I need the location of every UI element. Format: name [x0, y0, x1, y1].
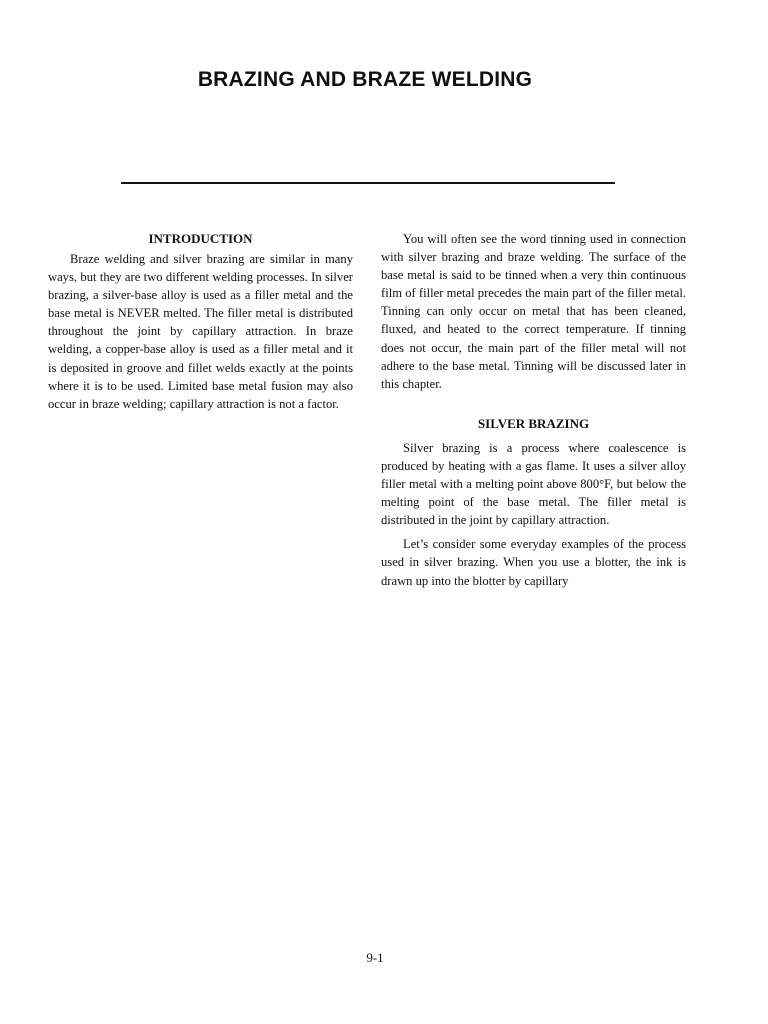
- page-number: 9-1: [366, 950, 384, 965]
- right-column: [381, 230, 686, 590]
- introduction-paragraph: Braze welding and silver brazing are similar in many ways, but they are two different welding processes. In silver brazing, a silver-base alloy is used as a filler metal and the base metal is NEVER melted. The filler metal is distributed throughout the joint by capillary attraction. In braze welding, a copper-base alloy is used as a filler metal and it is deposited in groove and fillet welds exactly at the points where it is to be used. Limited base metal fusion may also occur in braze welding; capillary attraction is not a factor.: [48, 252, 353, 411]
- silver-brazing-paragraph-1: Silver brazing is a process where coalescence is produced by heating with a gas flame. It uses a silver alloy filler metal with a melting point above 800°F, but below the melting point of the base metal. The filler metal is distributed in the joint by capillary attraction.: [381, 440, 686, 528]
- tinning-paragraph: You will often see the word tinning used in connection with silver brazing and braze welding. The surface of the base metal is said to be tinned when a very thin continuous film of filler metal precedes the main part of the filler metal. Tinning can only occur on metal that has been cleaned, fluxed, and heated to the correct temperature. If tinning does not occur, the main part of the filler metal will not adhere to the base metal. Tinning will be discussed later in this chapter.: [381, 232, 686, 391]
- silver-brazing-paragraph-2: Let’s consider some everyday examples of the process used in silver brazing. When you use a blotter, the ink is drawn up into the blotter by capillary: [381, 537, 686, 588]
- page-title: BRAZING AND BRAZE WELDING: [197, 68, 533, 91]
- silver-brazing-heading: SILVER BRAZING: [477, 415, 590, 431]
- title-divider: [121, 182, 615, 184]
- left-column: [48, 230, 353, 413]
- introduction-heading: INTRODUCTION: [148, 231, 253, 246]
